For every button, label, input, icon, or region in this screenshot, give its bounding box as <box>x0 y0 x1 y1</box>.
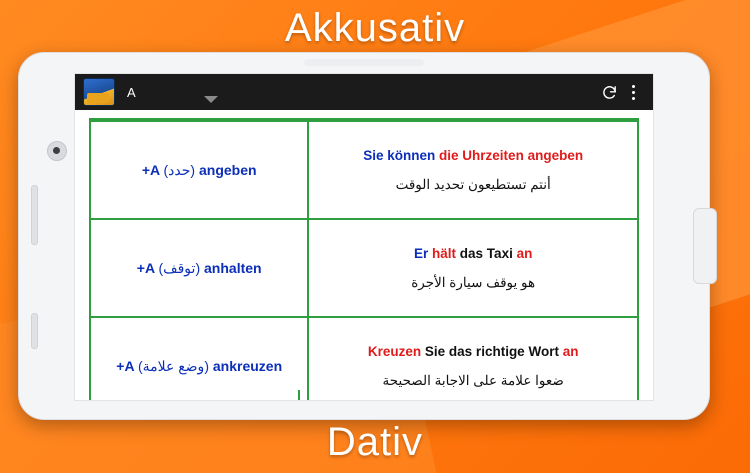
table-row[interactable] <box>89 220 639 318</box>
verb-arabic: (توقف) <box>158 259 201 276</box>
caret-down-icon[interactable] <box>204 96 218 103</box>
sentence-part-mid: das Taxi <box>456 245 517 261</box>
app-action-bar <box>75 74 653 110</box>
sentence-highlight-1: hält <box>432 245 457 261</box>
dot <box>632 97 635 100</box>
sentence-part-pre: Sie können <box>363 147 440 163</box>
example-sentence-arabic: هو يوقف سيارة الأجرة <box>411 274 536 290</box>
sentence-part-pre: Er <box>414 245 433 261</box>
sentence-highlight-1: Kreuzen <box>367 343 422 359</box>
phone-earpiece <box>304 59 424 66</box>
phone-camera <box>47 141 67 161</box>
verb-arabic: (حدد) <box>163 161 196 178</box>
banner-title-bottom: Dativ <box>326 420 424 464</box>
table-top-partial-row <box>89 110 639 120</box>
example-sentence-arabic: ضعوا علامة على الاجابة الصحيحة <box>382 372 564 388</box>
table-row[interactable] <box>89 318 639 400</box>
refresh-icon[interactable] <box>593 74 626 110</box>
verb-case: +A <box>141 161 160 178</box>
sentence-highlight-2: an <box>562 343 579 359</box>
verb-case: +A <box>136 259 155 276</box>
verb-cell <box>91 220 309 316</box>
volume-up-button[interactable] <box>31 185 38 245</box>
volume-down-button[interactable] <box>31 313 38 349</box>
app-title: A <box>127 84 137 100</box>
dot <box>632 85 635 88</box>
verb-table-scroll-area[interactable] <box>75 110 653 400</box>
verb-text <box>142 162 257 179</box>
verb-cell <box>91 122 309 218</box>
verb-german: ankreuzen <box>212 357 283 374</box>
verb-text <box>116 358 282 375</box>
sentence-part-mid: Sie das richtige Wort <box>421 343 563 359</box>
example-sentence-german <box>368 344 579 359</box>
sentence-highlight-2: angeben <box>527 147 584 163</box>
sentence-highlight-1: die Uhrzeiten <box>439 147 524 163</box>
verb-german: anhalten <box>204 259 262 276</box>
verb-table <box>89 120 639 400</box>
verb-german: angeben <box>198 161 257 178</box>
example-sentence-german <box>414 246 532 261</box>
example-sentence-arabic: أنتم تستطيعون تحديد الوقت <box>395 176 551 192</box>
example-cell <box>309 220 637 316</box>
example-cell <box>309 318 637 400</box>
overflow-menu-icon[interactable] <box>626 85 645 100</box>
phone-mockup <box>18 52 710 420</box>
dot <box>632 91 635 94</box>
verb-cell <box>91 318 309 400</box>
table-bottom-partial-row <box>89 390 639 400</box>
table-row[interactable] <box>89 120 639 220</box>
verb-text <box>137 260 262 277</box>
sentence-highlight-2: an <box>516 245 533 261</box>
verb-case: +A <box>116 357 135 374</box>
verb-arabic: (وضع علامة) <box>137 357 209 374</box>
example-sentence-german <box>363 148 583 163</box>
banner-title-top: Akkusativ <box>284 6 466 50</box>
refresh-glyph <box>601 84 618 101</box>
power-button[interactable] <box>693 208 717 284</box>
phone-screen <box>74 73 654 401</box>
example-cell <box>309 122 637 218</box>
app-logo-icon <box>83 78 115 106</box>
